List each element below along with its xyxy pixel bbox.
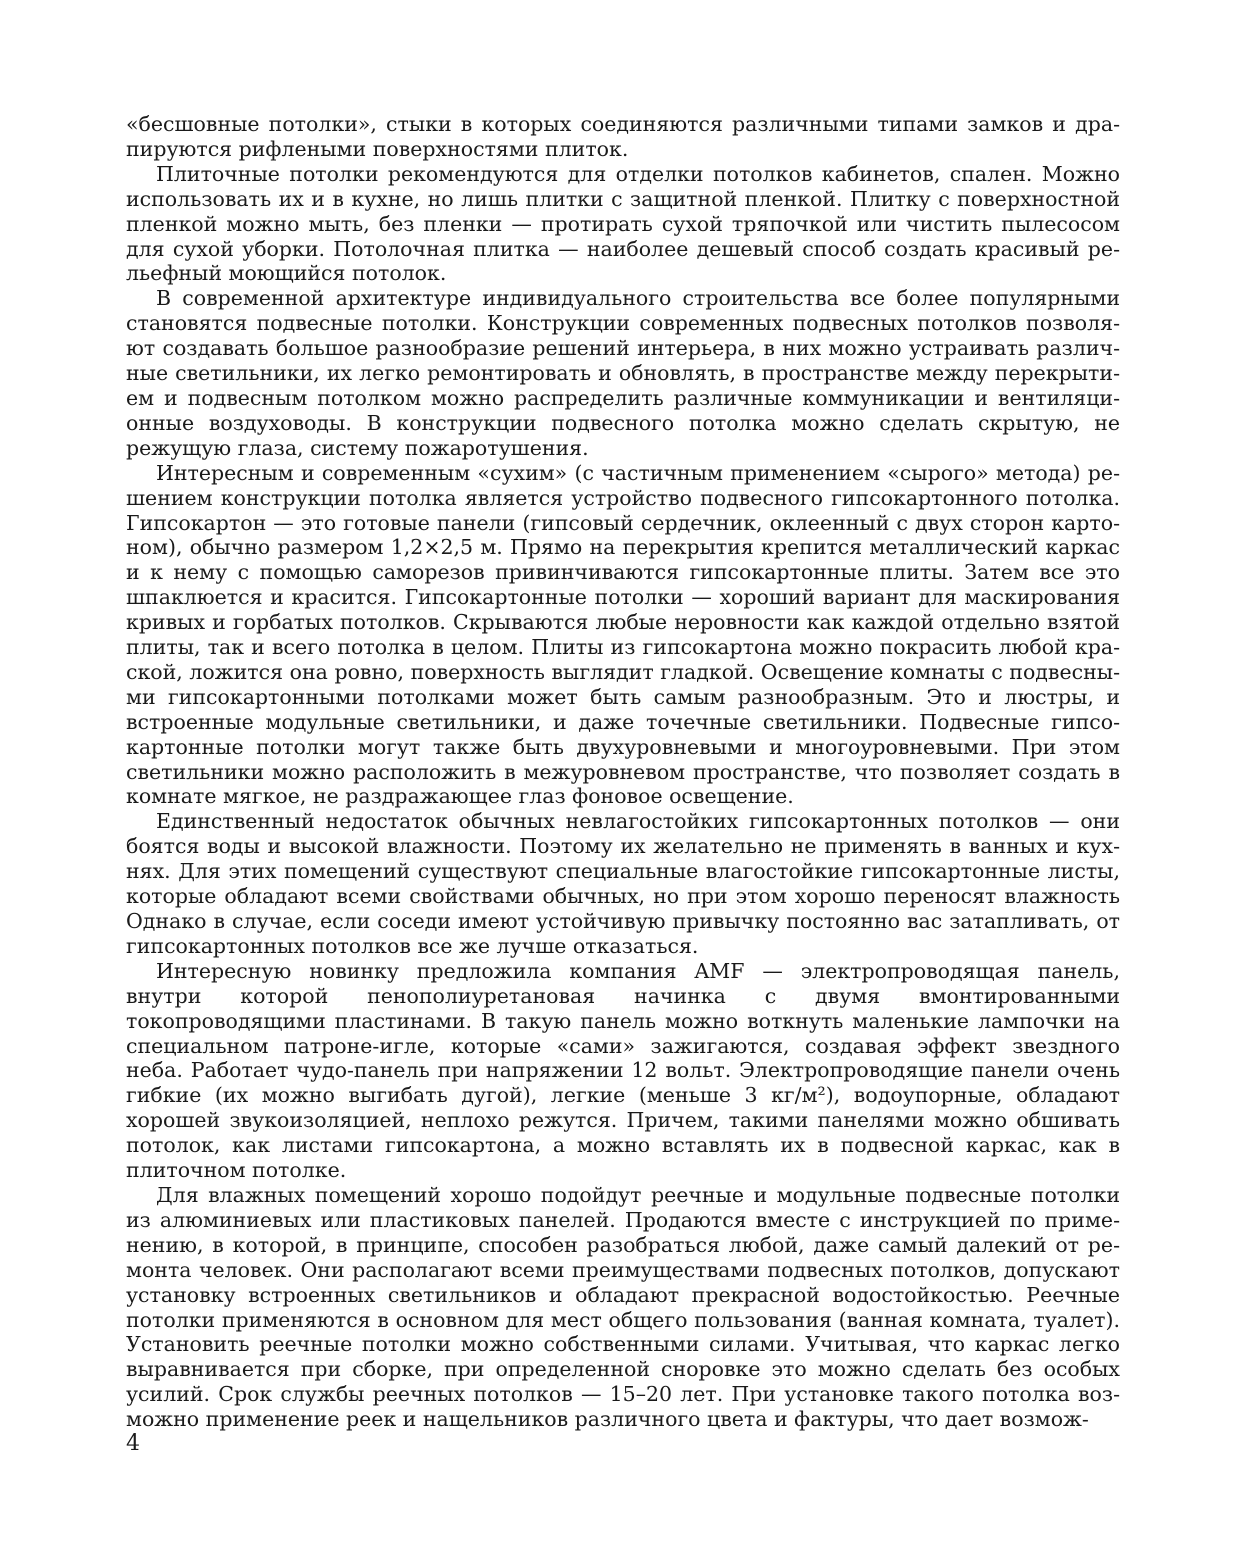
paragraph-3: В современной архитектуре индивидуального строительства все более популярными становятся подвесные потолки. Конструкции современных подвесных потолков позволяют создавать большое разнообразие решений интерьера, в них можно устраивать различные светильники, их легко ремонтировать и обновлять, в пространстве между перекрытием и подвесным потолком можно распределить различные коммуникации и вентиляционные воздуховоды. В конструкции подвесного потолка можно сделать скрытую, не режущую глаза, систему пожаротушения. <box>126 286 1120 460</box>
paragraph-4: Интересным и современным «сухим» (с частичным применением «сырого» метода) решением конструкции потолка является устройство подвесного гипсокартонного потолка. Гипсокартон — это готовые панели (гипсовый сердечник, оклеенный с двух сторон картоном), обычно размером 1,2×2,5 м. Прямо на перекрытия крепится металлический каркас и к нему с помощью саморезов привинчиваются гипсокартонные плиты. Затем все это шпаклюется и красится. Гипсокартонные потолки — хороший вариант для маскирования кривых и горбатых потолков. Скрываются любые неровности как каждой отдельно взятой плиты, так и всего потолка в целом. Плиты из гипсокартона можно покрасить любой краской, ложится она ровно, поверхность выглядит гладкой. Освещение комнаты с подвесными гипсокартонными потолками может быть самым разнообразным. Это и люстры, и встроенные модульные светильники, и даже точечные светильники. Подвесные гипсокартонные потолки могут также быть двухуровневыми и многоуровневыми. При этом светильники можно расположить в межуровневом пространстве, что позволяет создать в комнате мягкое, не раздражающее глаз фоновое освещение. <box>126 460 1120 809</box>
page-body <box>126 112 1120 1432</box>
page-number: 4 <box>126 1431 140 1456</box>
paragraph-5: Единственный недостаток обычных невлагостойких гипсокартонных потолков — они боятся воды и высокой влажности. Поэтому их желательно не применять в ванных и кухнях. Для этих помещений существуют специальные влагостойкие гипсокартонные листы, которые обладают всеми свойствами обычных, но при этом хорошо переносят влажность Однако в случае, если соседи имеют устойчивую привычку постоянно вас затапливать, от гипсокартонных потолков все же лучше отказаться. <box>126 809 1120 958</box>
paragraph-7: Для влажных помещений хорошо подойдут реечные и модульные подвесные потолки из алюминиевых или пластиковых панелей. Продаются вместе с инструкцией по применению, в которой, в принципе, способен разобраться любой, даже самый далекий от ремонта человек. Они располагают всеми преимуществами подвесных потолков, допускают установку встроенных светильников и обладают прекрасной водостойкостью. Реечные потолки применяются в основном для мест общего пользования (ванная комната, туалет). Установить реечные потолки можно собственными силами. Учитывая, что каркас легко выравнивается при сборке, при определенной сноровке это можно сделать без особых усилий. Срок службы реечных потолков — 15–20 лет. При установке такого потолка возможно применение реек и нащельников различного цвета и фактуры, что дает возмож- <box>126 1182 1120 1432</box>
paragraph-6: Интересную новинку предложила компания AMF — электропроводящая панель, внутри которой пенополиуретановая начинка с двумя вмонтированными токопроводящими пластинами. В такую панель можно воткнуть маленькие лампочки на специальном патроне-игле, которые «сами» зажигаются, создавая эффект звездного неба. Работает чудо-панель при напряжении 12 вольт. Электропроводящие панели очень гибкие (их можно выгибать дугой), легкие (меньше 3 кг/м²), водоупорные, обладают хорошей звукоизоляцией, неплохо режутся. Причем, такими панелями можно обшивать потолок, как листами гипсокартона, а можно вставлять их в подвесной каркас, как в плиточном потолке. <box>126 958 1120 1183</box>
paragraph-1: «бесшовные потолки», стыки в которых соединяются различными типами замков и драпируются рифлеными поверхностями плиток. <box>126 112 1120 161</box>
paragraph-2: Плиточные потолки рекомендуются для отделки потолков кабинетов, спален. Можно использовать их и в кухне, но лишь плитки с защитной пленкой. Плитку с поверхностной пленкой можно мыть, без пленки — протирать сухой тряпочкой или чистить пылесосом для сухой уборки. Потолочная плитка — наиболее дешевый способ создать красивый рельефный моющийся потолок. <box>126 161 1120 286</box>
